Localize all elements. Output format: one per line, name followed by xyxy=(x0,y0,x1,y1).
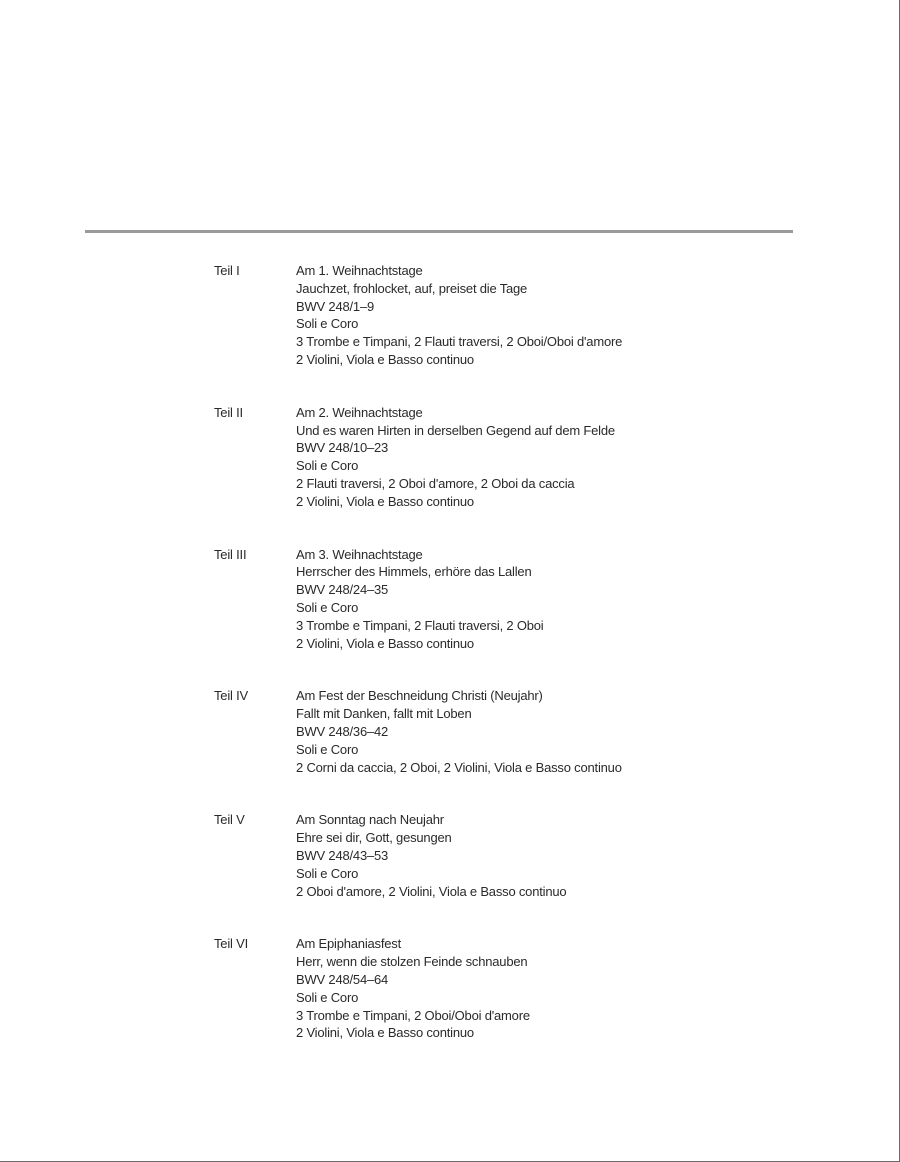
part-instruments: 2 Flauti traversi, 2 Oboi d'amore, 2 Oboi da caccia xyxy=(296,475,575,491)
contents-list xyxy=(214,262,774,1042)
part-instruments: 2 Violini, Viola e Basso continuo xyxy=(296,1025,474,1041)
part-instruments: 3 Trombe e Timpani, 2 Flauti traversi, 2 Oboi/Oboi d'amore xyxy=(296,334,623,350)
part-instruments: 3 Trombe e Timpani, 2 Flauti traversi, 2 Oboi xyxy=(296,617,544,633)
part-occasion: Am 2. Weihnachtstage xyxy=(296,404,423,420)
part-instruments: 2 Corni da caccia, 2 Oboi, 2 Violini, Viola e Basso continuo xyxy=(296,759,622,775)
part-instruments: 3 Trombe e Timpani, 2 Oboi/Oboi d'amore xyxy=(296,1007,530,1023)
part-bwv: BWV 248/54–64 xyxy=(296,971,389,987)
part-3 xyxy=(214,546,774,653)
part-4 xyxy=(214,687,774,776)
part-label: Teil II xyxy=(214,404,243,420)
part-occasion: Am 1. Weihnachtstage xyxy=(296,263,423,278)
part-label: Teil I xyxy=(214,263,240,278)
part-title: Herrscher des Himmels, erhöre das Lallen xyxy=(296,564,532,580)
part-voices: Soli e Coro xyxy=(296,316,359,332)
part-6 xyxy=(214,935,774,1042)
part-title: Ehre sei dir, Gott, gesungen xyxy=(296,830,452,846)
part-bwv: BWV 248/10–23 xyxy=(296,440,389,456)
part-instruments: 2 Oboi d'amore, 2 Violini, Viola e Basso continuo xyxy=(296,883,567,899)
part-occasion: Am Fest der Beschneidung Christi (Neujahr) xyxy=(296,688,543,704)
part-occasion: Am Sonntag nach Neujahr xyxy=(296,812,444,828)
part-bwv: BWV 248/24–35 xyxy=(296,582,389,598)
part-voices: Soli e Coro xyxy=(296,458,359,474)
part-instruments: 2 Violini, Viola e Basso continuo xyxy=(296,493,474,509)
part-voices: Soli e Coro xyxy=(296,989,359,1005)
part-voices: Soli e Coro xyxy=(296,599,359,615)
part-voices: Soli e Coro xyxy=(296,741,359,757)
part-1 xyxy=(214,262,774,369)
part-label: Teil V xyxy=(214,812,245,828)
header-rule xyxy=(85,230,793,233)
part-bwv: BWV 248/1–9 xyxy=(296,298,375,314)
part-2 xyxy=(214,404,774,511)
part-title: Fallt mit Danken, fallt mit Loben xyxy=(296,706,472,722)
part-label: Teil VI xyxy=(214,936,249,952)
part-label: Teil III xyxy=(214,546,247,562)
part-occasion: Am Epiphaniasfest xyxy=(296,936,401,952)
part-5 xyxy=(214,811,774,900)
part-bwv: BWV 248/36–42 xyxy=(296,723,389,739)
part-label: Teil IV xyxy=(214,688,249,704)
part-instruments: 2 Violini, Viola e Basso continuo xyxy=(296,351,474,367)
part-voices: Soli e Coro xyxy=(296,865,359,881)
part-title: Und es waren Hirten in derselben Gegend auf dem Felde xyxy=(296,422,615,438)
part-bwv: BWV 248/43–53 xyxy=(296,847,389,863)
part-occasion: Am 3. Weihnachtstage xyxy=(296,546,423,562)
part-instruments: 2 Violini, Viola e Basso continuo xyxy=(296,635,474,651)
part-title: Jauchzet, frohlocket, auf, preiset die Tage xyxy=(296,280,528,296)
part-title: Herr, wenn die stolzen Feinde schnauben xyxy=(296,954,528,970)
